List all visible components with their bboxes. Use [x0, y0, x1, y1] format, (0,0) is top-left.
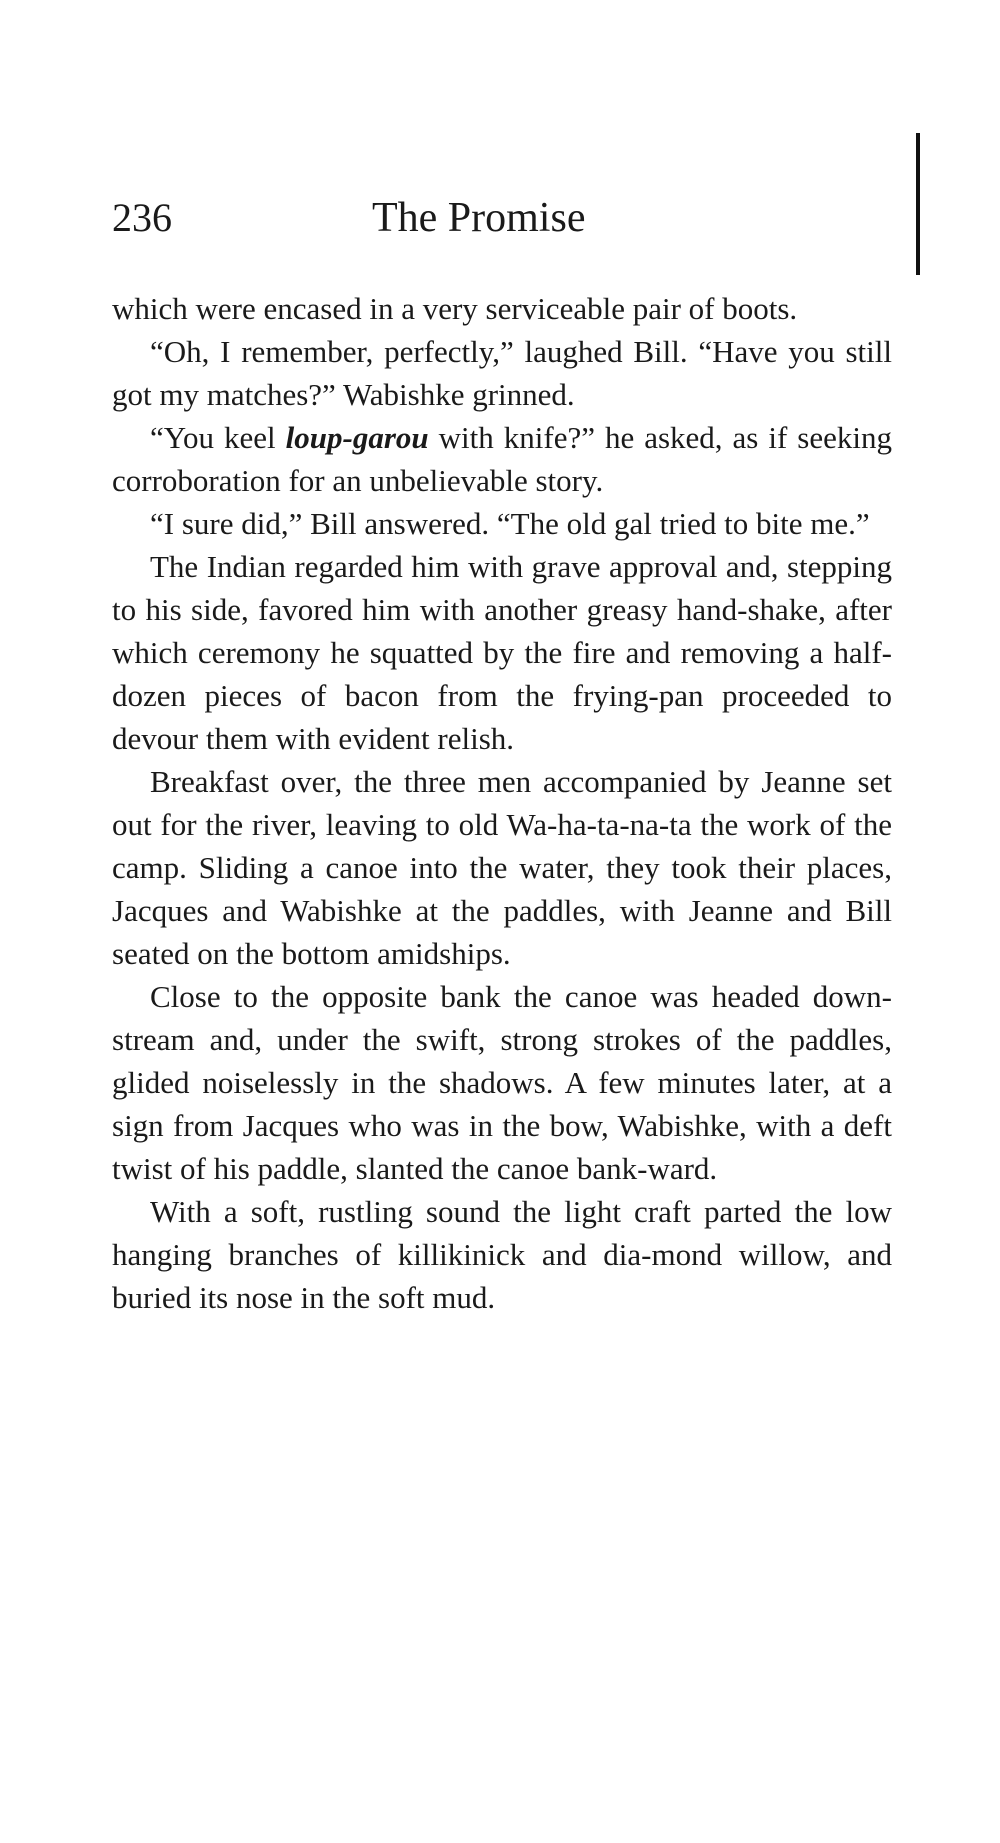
paragraph-3-start: “You keel	[150, 420, 286, 455]
body-text	[112, 287, 892, 1319]
paragraph-1: which were encased in a very serviceable pair of boots.	[112, 291, 798, 326]
paragraph-7: Close to the opposite bank the canoe was headed down-stream and, under the swift, strong strokes of the paddles, glided noiselessly in the shadows. A few minutes later, at a sign from Jacques who was in the bow, Wabishke, with a deft twist of his paddle, slanted the canoe bank-ward.	[112, 979, 892, 1186]
foreign-term: loup-garou	[285, 420, 429, 455]
paragraph-2: “Oh, I remember, perfectly,” laughed Bill. “Have you still got my matches?” Wabishke grinned.	[112, 334, 892, 412]
running-head	[112, 188, 892, 248]
paragraph-5: The Indian regarded him with grave approval and, stepping to his side, favored him with another greasy hand-shake, after which ceremony he squatted by the fire and removing a half-dozen pieces of bacon from the frying-pan proceeded to devour them with evident relish.	[112, 549, 892, 756]
paragraph-3-end: with knife?” he asked, as if seeking corroboration for an unbelievable story.	[112, 420, 892, 498]
paragraph-4: “I sure did,” Bill answered. “The old gal tried to bite me.”	[150, 506, 870, 541]
margin-rule	[916, 133, 920, 275]
paragraph-3	[112, 416, 892, 502]
running-title: The Promise	[372, 195, 586, 241]
paragraph-8: With a soft, rustling sound the light craft parted the low hanging branches of killikinick and dia-mond willow, and buried its nose in the soft mud.	[112, 1194, 892, 1315]
paragraph-6: Breakfast over, the three men accompanied by Jeanne set out for the river, leaving to old Wa-ha-ta-na-ta the work of the camp. Sliding a canoe into the water, they took their places, Jacques and Wabishke at the paddles, with Jeanne and Bill seated on the bottom amidships.	[112, 764, 892, 971]
page-number: 236	[112, 195, 172, 240]
